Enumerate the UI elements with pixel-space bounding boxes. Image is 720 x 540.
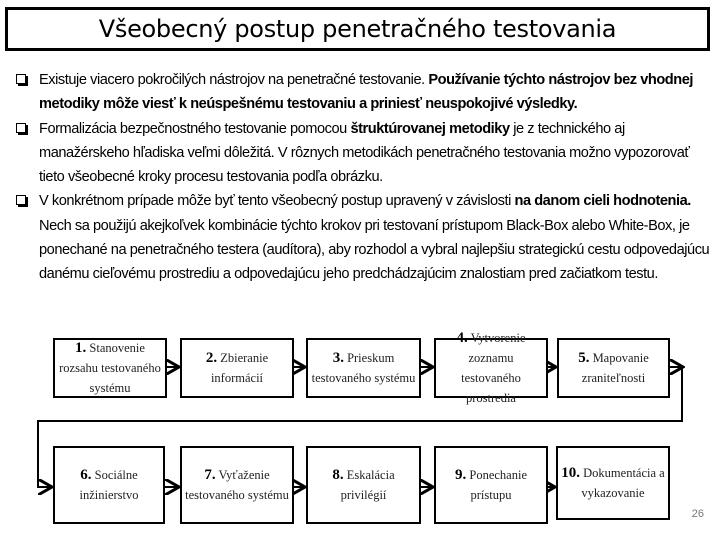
bullet-item xyxy=(14,189,714,286)
step-box-5: 5. Mapovanie zraniteľnosti xyxy=(557,338,670,398)
bullet-text-bold: štruktúrovanej metodiky xyxy=(350,120,510,137)
step-box-9: 9. Ponechanie prístupu xyxy=(434,446,548,524)
slide-title-box xyxy=(5,7,710,51)
step-box-8: 8. Eskalácia privilégií xyxy=(306,446,421,524)
step-box-1: 1. Stanovenie rozsahu testovaného systému xyxy=(53,338,167,398)
bullet-item xyxy=(14,117,714,190)
step-box-7: 7. Vyťaženie testovaného systému xyxy=(180,446,294,524)
process-diagram xyxy=(0,330,720,533)
bullet-text: V konkrétnom prípade môže byť tento všeobecný postup upravený v závislosti xyxy=(39,193,515,210)
step-box-4: 4. Vytvorenie zoznamu testovaného prostredia xyxy=(434,338,548,398)
bullet-text: je z technického aj manažérskeho hľadiska veľmi dôležitá. V rôznych metodikách penetračného testovania možno vypozorovať tieto všeobecné kroky procesu testovania podľa obrázku. xyxy=(39,120,690,186)
checkbox-square-icon xyxy=(16,74,26,84)
bullet-text: Nech sa použijú akejkoľvek kombinácie týchto krokov pri testovaní prístupom Black-Box alebo White-Box, je ponechané na penetračného testera (audítora), aby rozhodol a vybral najlepšiu strategickú cestu odpovedajúcu danému cieľovému prostrediu a odpovedajúcu jeho predchádzajúcim znalostiam pred začiatkom testu. xyxy=(39,217,710,283)
bullet-item xyxy=(14,68,714,117)
bullet-text-bold: Používanie týchto nástrojov bez vhodnej metodiky môže viesť k neúspešnému testovaniu a priniesť neuspokojivé výsledky. xyxy=(39,72,693,113)
checkbox-square-icon xyxy=(16,123,26,133)
page-number: 26 xyxy=(691,508,704,520)
bullet-text: Formalizácia bezpečnostného testovanie pomocou xyxy=(39,120,351,137)
slide-title: Všeobecný postup penetračného testovania xyxy=(98,15,617,43)
bullet-text: Existuje viacero pokročilých nástrojov na penetračné testovanie. xyxy=(39,72,429,88)
step-box-2: 2. Zbieranie informácií xyxy=(180,338,294,398)
step-box-3: 3. Prieskum testovaného systému xyxy=(306,338,421,398)
checkbox-square-icon xyxy=(16,195,26,205)
bullet-list xyxy=(14,68,714,287)
step-box-6: 6. Sociálne inžinierstvo xyxy=(53,446,165,524)
step-box-10: 10. Dokumentácia a vykazovanie xyxy=(556,446,670,520)
bullet-text-bold: na danom cieli hodnotenia. xyxy=(514,193,691,210)
